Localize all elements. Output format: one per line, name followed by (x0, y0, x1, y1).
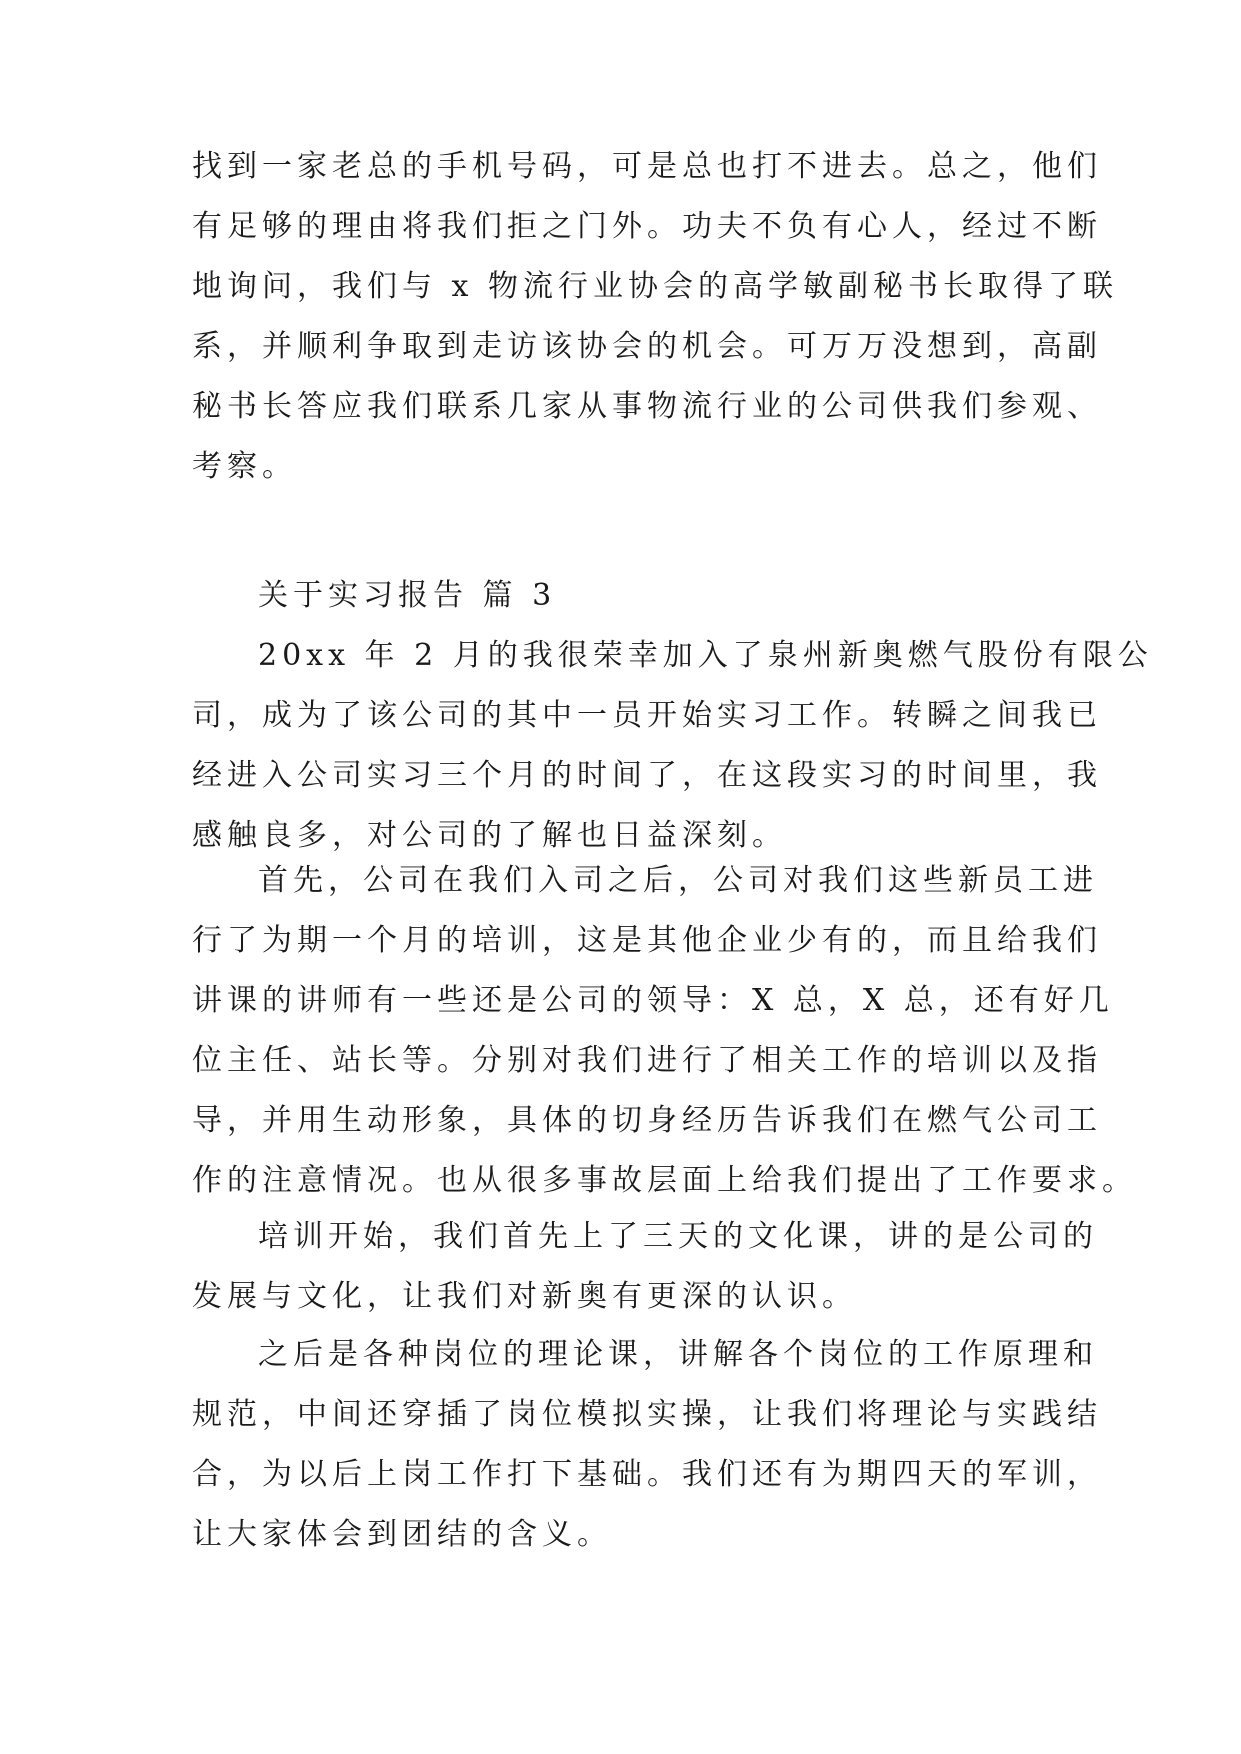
paragraph-line: 找到一家老总的手机号码，可是总也打不进去。总之，他们 (192, 149, 1102, 184)
paragraph-line: 感触良多，对公司的了解也日益深刻。 (192, 818, 787, 853)
section-title: 关于实习报告 篇 3 (258, 578, 557, 613)
paragraph-line: 合，为以后上岗工作打下基础。我们还有为期四天的军训， (192, 1457, 1102, 1492)
paragraph-line: 发展与文化，让我们对新奥有更深的认识。 (192, 1279, 857, 1314)
paragraph-line: 讲课的讲师有一些还是公司的领导：X 总，X 总，还有好几 (192, 983, 1114, 1018)
paragraph-line: 作的注意情况。也从很多事故层面上给我们提出了工作要求。 (192, 1163, 1137, 1198)
section-title-block (192, 566, 1052, 626)
paragraph-3 (192, 1207, 1098, 1327)
paragraph-line: 地询问，我们与 x 物流行业协会的高学敏副秘书长取得了联 (192, 269, 1118, 304)
paragraph-4 (192, 1325, 1102, 1565)
paragraph-line: 有足够的理由将我们拒之门外。功夫不负有心人，经过不断 (192, 209, 1102, 244)
paragraph-line: 规范，中间还穿插了岗位模拟实操，让我们将理论与实践结 (192, 1397, 1102, 1432)
paragraph-line: 考察。 (192, 449, 297, 484)
paragraph-line: 培训开始，我们首先上了三天的文化课，讲的是公司的 (258, 1219, 1098, 1254)
continuation-paragraph (192, 137, 1118, 497)
paragraph-line: 20xx 年 2 月的我很荣幸加入了泉州新奥燃气股份有限公 (258, 638, 1153, 673)
paragraph-line: 系，并顺利争取到走访该协会的机会。可万万没想到，高副 (192, 329, 1102, 364)
paragraph-line: 位主任、站长等。分别对我们进行了相关工作的培训以及指 (192, 1043, 1102, 1078)
paragraph-line: 让大家体会到团结的含义。 (192, 1517, 612, 1552)
paragraph-line: 经进入公司实习三个月的时间了，在这段实习的时间里，我 (192, 758, 1102, 793)
paragraph-line: 首先，公司在我们入司之后，公司对我们这些新员工进 (258, 863, 1098, 898)
paragraph-2 (192, 851, 1137, 1211)
paragraph-line: 导，并用生动形象，具体的切身经历告诉我们在燃气公司工 (192, 1103, 1102, 1138)
paragraph-1 (192, 626, 1153, 866)
paragraph-line: 秘书长答应我们联系几家从事物流行业的公司供我们参观、 (192, 389, 1102, 424)
paragraph-line: 司，成为了该公司的其中一员开始实习工作。转瞬之间我已 (192, 698, 1102, 733)
paragraph-line: 行了为期一个月的培训，这是其他企业少有的，而且给我们 (192, 923, 1102, 958)
paragraph-line: 之后是各种岗位的理论课，讲解各个岗位的工作原理和 (258, 1337, 1098, 1372)
